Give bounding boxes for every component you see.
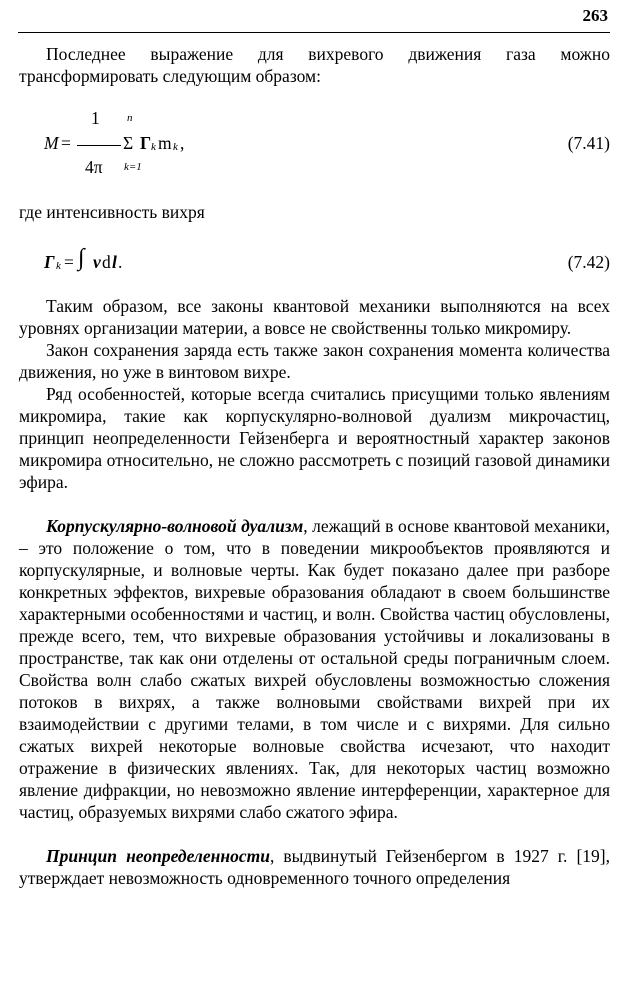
equation-7-41 (19, 108, 610, 178)
equation-7-42 (19, 244, 610, 278)
equation-number-7-42: (7.42) (567, 252, 610, 272)
page-number: 263 (582, 6, 608, 25)
paragraph-quantum-laws: Таким образом, все законы квантовой механики выполняются на всех уровнях организации материи, а вовсе не свойственны только микромиру. (19, 296, 610, 338)
duality-body: , лежащий в основе квантовой механики, – это положение о том, что в поведении микрообъектов проявляются и корпускулярные, и волновые черты. Как будет показано далее при разборе конкретных эффектов, вихревые образования обладают в своем большинстве характерными особенностями и частиц, и волн. Свойства частиц обусловлены, прежде всего, тем, что вихревые образования устойчивы и локализованы в пространстве, так как они отделены от остальной среды пограничным слоем. Свойства волн слабо сжатых вихрей обусловлены возможностью сложения потоков в вихрях, а также волновыми свойствами вихрей при их взаимодействии с другими телами, в том числе и с вихрями. Для сильно сжатых вихрей некоторые волновые свойства исчезают, что находит отражение в физических явлениях. Так, для некоторых частиц возможно явление дифракции, но невозможно явление интерференции, характерное для частиц, образуемых вихрями слабо сжатого эфира. (19, 516, 610, 822)
eq742-d: d (102, 252, 111, 272)
eq742-v: v (93, 252, 101, 272)
eq741-upper-limit: n (127, 112, 133, 124)
eq741-sub-k1: k (151, 141, 156, 153)
heading-uncertainty-principle: Принцип неопределенности (46, 846, 270, 866)
eq742-integral: ∫ (78, 245, 85, 271)
eq741-m: m (158, 133, 172, 153)
paragraph-wave-particle-duality (19, 515, 610, 823)
eq741-equals: = (61, 133, 71, 153)
eq741-lower-limit: k=1 (124, 161, 142, 173)
eq741-sum-sign: Σ (123, 133, 134, 153)
eq741-gamma: Γ (140, 133, 152, 153)
paragraph-micro-features: Ряд особенностей, которые всегда считались присущими только явлениям микромира, такие как корпускулярно-волновой дуализм микрочастиц, принцип неопределенности Гейзенберга и вероятностный характер законов микромира относительно, не сложно рассмотреть с позиций газовой динамики эфира. (19, 384, 610, 492)
eq741-fraction-bar (77, 145, 121, 146)
body-text (19, 295, 610, 889)
paragraph-uncertainty-principle (19, 845, 610, 889)
header-rule (18, 32, 610, 33)
eq742-equals: = (64, 252, 74, 272)
eq742-l: l (112, 252, 117, 272)
eq741-numerator: 1 (91, 108, 100, 128)
eq742-sub-k: k (56, 260, 61, 272)
eq741-comma: , (180, 133, 185, 153)
eq741-sub-k2: k (173, 141, 178, 153)
equation-number-7-41: (7.41) (567, 133, 610, 153)
paragraph-gap (19, 823, 610, 845)
eq741-lhs: M (44, 133, 59, 153)
paragraph-gap (19, 493, 610, 515)
eq742-gamma: Γ (44, 252, 55, 272)
heading-wave-particle-duality: Корпускулярно-волновой дуализм (46, 516, 304, 536)
where-line: где интенсивность вихря (19, 202, 205, 222)
intro-block (19, 43, 610, 87)
paragraph-charge-conservation: Закон сохранения заряда есть также закон сохранения момента количества движения, но уже в винтовом вихре. (19, 340, 610, 382)
uncertainty-body: , выдвинутый Гейзенбергом в 1927 г. [19], утверждает невозможность одновременного точного определения (19, 846, 610, 888)
intro-paragraph: Последнее выражение для вихревого движения газа можно трансформировать следующим образом: (19, 44, 610, 86)
eq741-denominator: 4π (85, 157, 103, 177)
where-block (19, 201, 610, 223)
eq742-dot: . (118, 252, 123, 272)
